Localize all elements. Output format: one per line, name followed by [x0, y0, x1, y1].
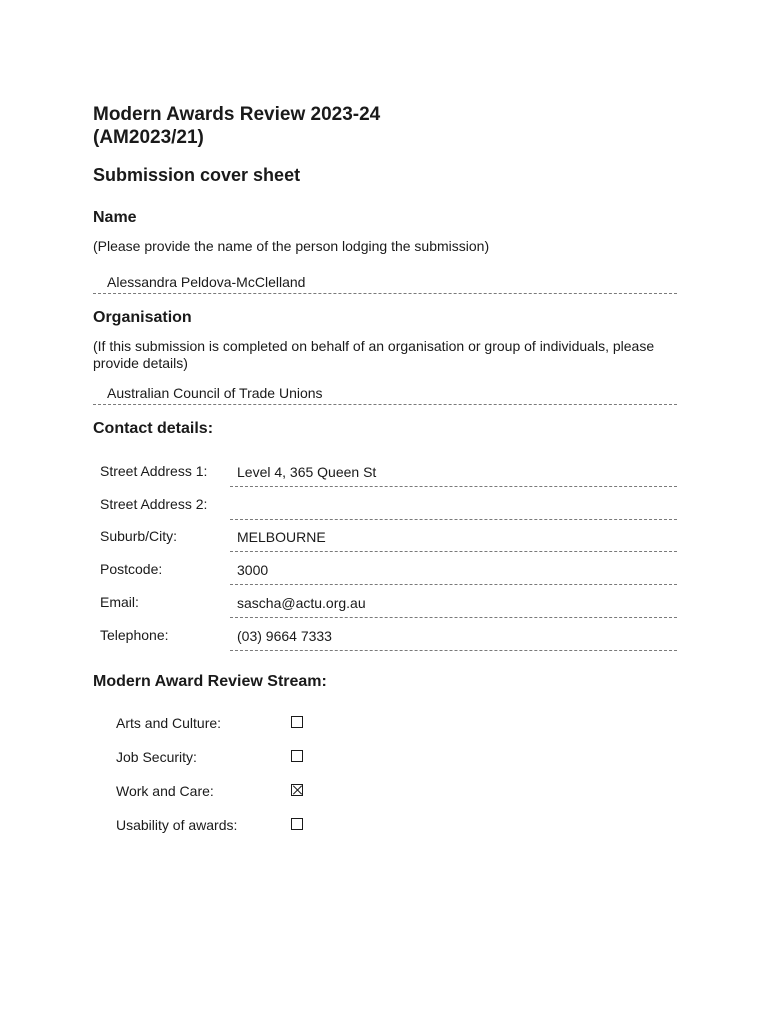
contact-row-telephone — [93, 619, 677, 651]
usability-label: Usability of awards: — [116, 817, 238, 833]
postcode-value: 3000 — [237, 562, 269, 578]
job-security-checkbox[interactable] — [291, 750, 303, 762]
organisation-value: Australian Council of Trade Unions — [107, 385, 323, 401]
stream-option-work-care — [116, 781, 336, 803]
work-care-checkbox[interactable] — [291, 784, 303, 796]
stream-heading: Modern Award Review Stream: — [93, 673, 327, 690]
organisation-note: (If this submission is completed on behalf of an organisation or group of individuals, please provide details) — [93, 338, 655, 371]
telephone-label: Telephone: — [100, 627, 169, 643]
street-address-1-value: Level 4, 365 Queen St — [237, 464, 377, 480]
suburb-value: MELBOURNE — [237, 529, 326, 545]
street-address-1-field[interactable] — [230, 461, 677, 487]
organisation-heading: Organisation — [93, 309, 192, 326]
stream-option-usability — [116, 815, 336, 837]
name-note: (Please provide the name of the person lodging the submission) — [93, 238, 490, 254]
postcode-field[interactable] — [230, 559, 677, 585]
name-heading: Name — [93, 209, 137, 226]
telephone-value: (03) 9664 7333 — [237, 628, 332, 644]
contact-row-email — [93, 586, 677, 618]
street-address-2-label: Street Address 2: — [100, 496, 208, 512]
suburb-field[interactable] — [230, 526, 677, 552]
name-field[interactable] — [93, 272, 677, 294]
contact-row-street-2 — [93, 488, 677, 520]
arts-culture-label: Arts and Culture: — [116, 715, 222, 731]
email-field[interactable] — [230, 592, 677, 618]
stream-option-arts-culture — [116, 713, 336, 735]
contact-heading: Contact details: — [93, 420, 214, 437]
title-line-1: Modern Awards Review 2023-24 — [93, 104, 381, 125]
organisation-field[interactable] — [93, 383, 677, 405]
contact-row-street-1 — [93, 455, 677, 487]
street-address-1-label: Street Address 1: — [100, 463, 208, 479]
contact-row-postcode — [93, 553, 677, 585]
suburb-label: Suburb/City: — [100, 528, 178, 544]
arts-culture-checkbox[interactable] — [291, 716, 303, 728]
title-line-2: (AM2023/21) — [93, 127, 204, 148]
stream-option-job-security — [116, 747, 336, 769]
postcode-label: Postcode: — [100, 561, 163, 577]
email-label: Email: — [100, 594, 139, 610]
street-address-2-field[interactable] — [230, 494, 677, 520]
contact-row-suburb — [93, 520, 677, 552]
name-value: Alessandra Peldova-McClelland — [107, 274, 306, 290]
document-title — [93, 103, 380, 149]
job-security-label: Job Security: — [116, 749, 197, 765]
email-value: sascha@actu.org.au — [237, 595, 366, 611]
telephone-field[interactable] — [230, 625, 677, 651]
usability-checkbox[interactable] — [291, 818, 303, 830]
document-subtitle: Submission cover sheet — [93, 165, 301, 185]
work-care-label: Work and Care: — [116, 783, 214, 799]
